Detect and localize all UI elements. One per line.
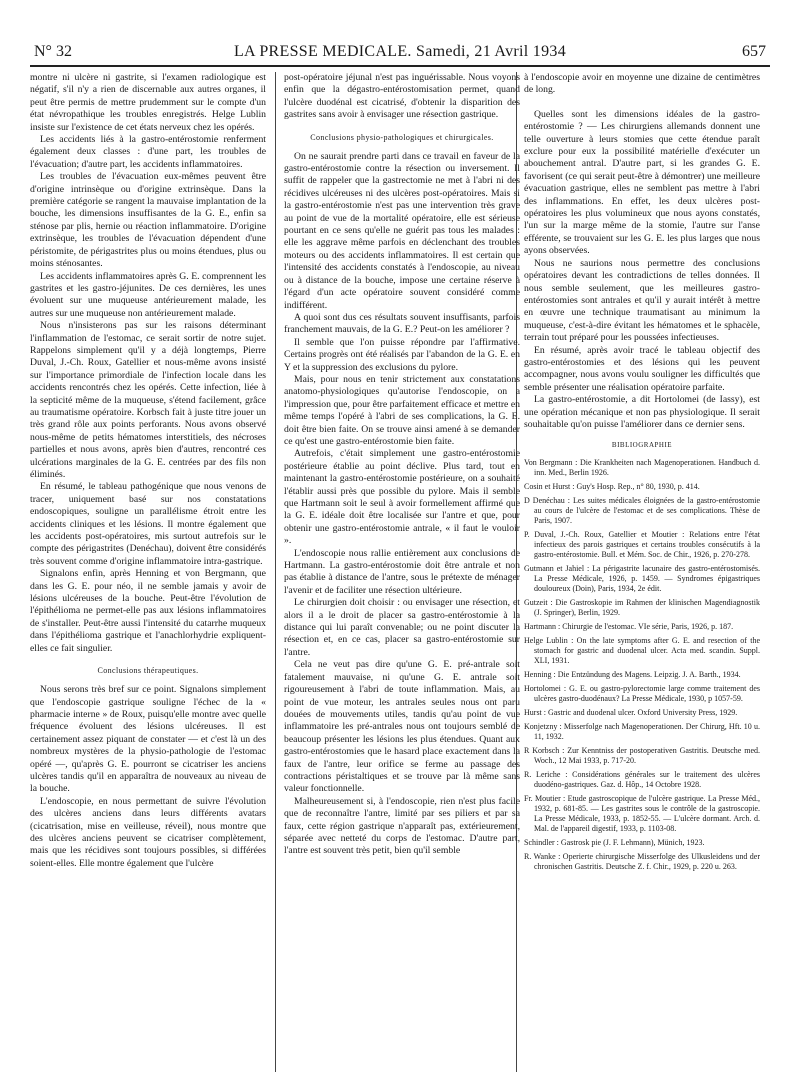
bibliography-entry: Hortolomei : G. E. ou gastro-pylorectomie large comme traitement des ulcères gastro-duodénaux? La Presse Médicale, 1930, p 1057-59. <box>524 683 760 703</box>
bibliography-list <box>524 458 760 872</box>
column-rule-left <box>275 72 276 1072</box>
bibliography-entry: R. Wanke : Operierte chirurgische Misserfolge des Ulkusleidens und der chronischen Gastritis. Deutsche Z. f. Chir., 1929, p. 220 u. 263. <box>524 851 760 871</box>
bibliography-entry: Henning : Die Entzündung des Magens. Leipzig. J. A. Barth., 1934. <box>524 669 741 679</box>
paragraph: Nous serons très bref sur ce point. Signalons simplement que l'endoscopie gastrique souligne l'échec de la « pharmacie interne » de Roux, puisqu'elle montre avec quelle fréquence évoluent des lésions ulcéreuses. Il est certainement assez piquant de constater — et c'est là un des nombreux mystères de la physio-pathologie de l'estomac opéré —, qu'après G. E. pourront se cicatriser les anciens ulcères tandis qu'il en apparaîtra de nouveaux au niveau de la bouche. <box>30 684 266 795</box>
paragraph: Nous n'insisterons pas sur les raisons déterminant l'inflammation de l'estomac, ce serait sortir de notre sujet. Rappelons simplement qu'il y a déjà longtemps, Pierre Duval, J.-Ch. Roux, Gatellier et nous-même avons insisté sur l'importance primordiale de l'infection locale dans les accidents rencontrés chez les opérés. Cette infection, liée à la septicité même de la muqueuse, s'étend facilement, grâce au traumatisme opératoire. Korbsch fait à juste titre jouer un très grand rôle aux points perforants. Nous avons observé nous-même de petits hématomes interstitiels, des nécroses partielles et nous avons, après bien d'autres, rencontré ces ulcérations marginales de la G. E. centrées par des fils non éliminés. <box>30 320 266 480</box>
page-header <box>30 41 770 67</box>
bibliography-heading: BIBLIOGRAPHIE <box>611 441 673 450</box>
paragraph: montre ni ulcère ni gastrite, si l'examen radiologique est négatif, s'il n'y a rien de discernable aux autres organes, il peut être permis de mettre prudemment sur le compte d'un état névropathique les troubles enregistrés. Helge Lublin insiste sur l'existence de cet états nerveux chez les opérés. <box>30 72 266 133</box>
paragraph: Les troubles de l'évacuation eux-mêmes peuvent être d'origine intrinsèque ou d'origine extrinsèque. Dans la première catégorie se rangent la mauvaise implantation de la bouche, les dimensions insuffisantes de la G. E., enfin sa sténose par plis, hernie ou réaction inflammatoire. D'origine extrinsèque, les troubles de l'évacuation dépendent d'une péristomite, de périgastrites plus ou moins étendues, plus ou moins sténosantes. <box>30 171 266 270</box>
column-right <box>524 72 760 876</box>
bibliography-entry: Schindler : Gastrosk pie (J. F. Lehmann), Münich, 1923. <box>524 837 705 847</box>
bibliography-entry: P. Duval, J.-Ch. Roux, Gatellier et Moutier : Relations entre l'état infectieux des parois gastriques et certains troubles consécutifs à la gastro-entérostomie. Bull. et Mém. Soc. de Chir., 1926, p. 270-278. <box>524 529 760 559</box>
paragraph: Autrefois, c'était simplement une gastro-entérostomie postérieure établie au point déclive. Plus tard, tout en maintenant la gastro-entérostomie postérieure, on a souhaité l'établir aussi près que possible du pylore. Mais il semble que Hartmann soit le seul à avoir formellement affirmé que la G. E. idéale doit être localisée sur l'antre et que, pour obtenir une gastro-entérostomie antrale, « il faut le vouloir ». <box>284 448 520 547</box>
paragraph: L'endoscopie, en nous permettant de suivre l'évolution des ulcères anciens dans leurs différents avatars (cicatrisation, mise en veilleuse, réveil), nous montre que des ulcères anciens peuvent se cicatriser complètement, mais que les récidives sont toujours possibles, si différées soient-elles. Elle montre également que l'ulcère <box>30 795 266 869</box>
paragraph: En résumé, après avoir tracé le tableau objectif des gastro-entérostomies et des lésions qui les peuvent accompagner, nous avons voulu souligner les difficultés que semble présenter une réalisation opératoire parfaite. <box>524 344 760 393</box>
paragraph: post-opératoire jéjunal n'est pas inguérissable. Nous voyons enfin que la dégastro-entérostomisation permet, quand l'ulcère duodénal est cicatrisé, d'obtenir la disparition des gastrites sans avoir à envisager une résection gastrique. <box>284 72 520 121</box>
paragraph: L'endoscopie nous rallie entièrement aux conclusions de Hartmann. La gastro-entérostomie doit être antrale et non pas établie à distance de l'antre, sous le prétexte de ménager l'avenir et de faciliter une résection ultérieure. <box>284 547 520 596</box>
paragraph: Signalons enfin, après Henning et von Bergmann, que dans les G. E. pour néo, il ne semble jamais y avoir de lésions ulcéreuses de la bouche. Peut-être l'évolution de l'épithélioma ne permet-elle pas aux lésions inflammatoires de s'installer. Peut-être aussi l'intensité du catarrhe muqueux dans l'épithélioma gastrique et l'anachlorhydrie expliquent-elles ce fait singulier. <box>30 568 266 654</box>
bibliography-entry: Konjetzny : Misserfolge nach Magenoperationen. Der Chirurg, Hft. 10 u. 11, 1932. <box>524 721 760 741</box>
page-number: 657 <box>742 43 766 60</box>
section-heading: Conclusions physio-pathologiques et chirurgicales. <box>310 132 494 142</box>
bibliography-entry: R. Leriche : Considérations générales sur le traitement des ulcères duodéno-gastriques. Gaz. d. Hôp., 14 Octobre 1928. <box>524 769 760 789</box>
paragraph: Le chirurgien doit choisir : ou envisager une résection, et alors il a le droit de placer sa gastro-entérostomie à la distance qui lui paraît convenable; ou ne point discuter la résection et, en ce cas, placer sa gastro-entérostomie sur l'antre. <box>284 597 520 658</box>
paragraph: A quoi sont dus ces résultats souvent insuffisants, parfois franchement mauvais, de la G. E.? Peut-on les améliorer ? <box>284 311 520 336</box>
journal-title: LA PRESSE MEDICALE. Samedi, 21 Avril 1934 <box>233 43 566 60</box>
bibliography-entry: Helge Lublin : On the late symptoms after G. E. and resection of the stomach for gastric and duodenal ulcer. Acta med. scandin. Suppl. XLI, 1931. <box>524 635 760 665</box>
paragraph: La gastro-entérostomie, a dit Hortolomei (de Iassy), est une opération mécanique et non pas physiologique. Il serait souhaitable qu'on puisse l'améliorer dans ce dernier sens. <box>524 394 760 430</box>
paragraph: Cela ne veut pas dire qu'une G. E. pré-antrale soit fatalement mauvaise, ni qu'une G. E. antrale soit rigoureusement à l'abri de toute inflammation. Mais, au point de vue moteur, les antrales seules nous ont paru douées de mouvements utiles, tandis qu'au point de vue inflammatoire les pré-antrales nous ont toujours semblé de beaucoup présenter les lésions les plus étendues. Quant aux gastro-entérostomies que le hasard place exactement dans la faux de l'antre, leur orifice se ferme au passage des contractions péristaltiques et se trouve par là même sans valeur fonctionnelle. <box>284 659 520 795</box>
section-heading: Conclusions thérapeutiques. <box>97 666 199 676</box>
paragraph: On ne saurait prendre parti dans ce travail en faveur de la gastro-entérostomie contre la résection ou inversement. Il suffit de rappeler que la gastrectomie ne met à l'abri ni des récidives ulcéreuses ni des ulcères post-opératoires. Mais si la gastro-entérostomie n'est pas une intervention très grave au point de vue de la mortalité opératoire, elle est sérieuse pourtant en ce sens qu'elle ne guérit pas tous les malades : elle les aggrave même parfois en déclenchant des troubles moteurs ou des accidents inflammatoires. Il est certain que l'intensité des accidents constatés à l'endoscopie, au niveau ou à distance de la bouche, impose une certaine réserve à l'égard d'un acte opératoire souvent considéré comme indifférent. <box>284 150 520 311</box>
column-left <box>30 72 266 870</box>
bibliography-entry: D Denéchau : Les suites médicales éloignées de la gastro-entérostomie au cours de l'ulcère de l'estomac et de ses complications. Thèse de Paris, 1907. <box>524 495 760 525</box>
bibliography-entry: Von Bergmann : Die Krankheiten nach Magenoperationen. Handbuch d. inn. Med., Berlin 1926. <box>524 457 760 477</box>
paragraph: Les accidents liés à la gastro-entérostomie renferment également deux classes : d'une part, les troubles de l'évacuation; d'autre part, les accidents inflammatoires. <box>30 134 266 170</box>
issue-number: N° 32 <box>34 43 72 60</box>
bibliography-entry: Fr. Moutier : Etude gastroscopique de l'ulcère gastrique. La Presse Méd., 1932, p. 681-85. — Les gastrites sous le contrôle de la gastroscopie. La Presse Médicale, 1933, p. 1852-55. — L'ulcère dormant. Arch. d. Mal. de l'appareil digestif, 1933, p. 1103-08. <box>524 793 760 833</box>
paragraph: Mais, pour nous en tenir strictement aux constatations anatomo-physiologiques qu'autorise l'endoscopie, on a l'impression que, pour être parfaitement efficace et mettre en même temps l'opéré à l'abri de ses complications, la G. E. doit être bien faite. On se trouve ainsi amené à se demander ce qu'est une gastro-entérostomie bien faite. <box>284 373 520 447</box>
paragraph: Il semble que l'on puisse répondre par l'affirmative. Certains progrès ont été réalisés par l'abandon de la G. E. en Y et la suppression des exclusions du pylore. <box>284 336 520 373</box>
paragraph: Les accidents inflammatoires après G. E. comprennent les gastrites et les gastro-jéjunites. De ces dernières, les unes évoluent sur une muqueuse antérieurement malade, les autres sur une muqueuse non antérieurement malade. <box>30 270 266 319</box>
paragraph: Malheureusement si, à l'endoscopie, rien n'est plus facile que de reconnaître l'antre, limité par ses piliers et par sa faux, cette région gastrique n'apparaît pas, extérieurement, séparée avec netteté du corps de l'estomac. D'autre part, l'antre est souvent très petit, bien qu'il semble <box>284 795 520 857</box>
bibliography-entry: Cosin et Hurst : Guy's Hosp. Rep., n° 80, 1930, p. 414. <box>524 481 700 491</box>
bibliography-entry: Gutmann et Jahiel : La périgastrite lacunaire des gastro-entérostomisés. La Presse Médicale, 1926, p. 1459. — Syndromes épigastriques douloureux (Doin), Paris, 1934, 2e édit. <box>524 563 760 593</box>
bibliography-entry: Gutzeit : Die Gastroskopie im Rahmen der klinischen Magendiagnostik (J. Springer), Berlin, 1929. <box>524 597 760 617</box>
bibliography-entry: Hurst : Gastric and duodenal ulcer. Oxford University Press, 1929. <box>524 707 738 717</box>
paragraph: à l'endoscopie avoir en moyenne une dizaine de centimètres de long. <box>524 72 760 96</box>
bibliography-entry: R Korbsch : Zur Kenntniss der postoperativen Gastritis. Deutsche med. Woch., 12 Mai 1933, p. 717-20. <box>524 745 760 765</box>
column-middle <box>284 72 520 858</box>
paragraph: En résumé, le tableau pathogénique que nous venons de tracer, uniquement basé sur nos constatations endoscopiques, souligne un parallélisme étroit entre les accidents cliniques et les lésions. Il montre également que les accidents post-opératoires, mis surtout autrefois sur le compte des périgastrites (Denéchau), doivent être considérés très souvent comme d'origine inflammatoire intra-gastrique. <box>30 481 266 567</box>
bibliography-entry: Hartmann : Chirurgie de l'estomac. VIe série, Paris, 1926, p. 187. <box>524 621 734 631</box>
paragraph: Nous ne saurions nous permettre des conclusions opératoires devant les contradictions de telles données. Il nous semble seulement, que les meilleures gastro-entérostomies sont antrales et qu'il y aurait intérêt à mettre en œuvre une technique traumatisant au minimum la muqueuse, c'est-à-dire évitant les hématomes et le sphacèle, terrain tout préparé pour les poussées infectieuses. <box>524 257 760 344</box>
paragraph: Quelles sont les dimensions idéales de la gastro-entérostomie ? — Les chirurgiens allemands donnent une telle ouverture à leurs stomies que cette étendue paraît exclure pour eux la possibilité matérielle d'exécuter un abouchement antral. D'autre part, si les grandes G. E. favorisent (ce qui serait peut-être à démontrer) une meilleure évacuation gastrique, elles ne semblent pas mettre à l'abri des inflammations. En effet, les deux ulcères post-opératoires les plus volumineux que nous ayons constatés, l'un sur la marge même de la stomie, l'autre sur l'anse efférente, se trouvaient sur les G. E. les plus larges que nous ayons observées. <box>524 108 760 257</box>
